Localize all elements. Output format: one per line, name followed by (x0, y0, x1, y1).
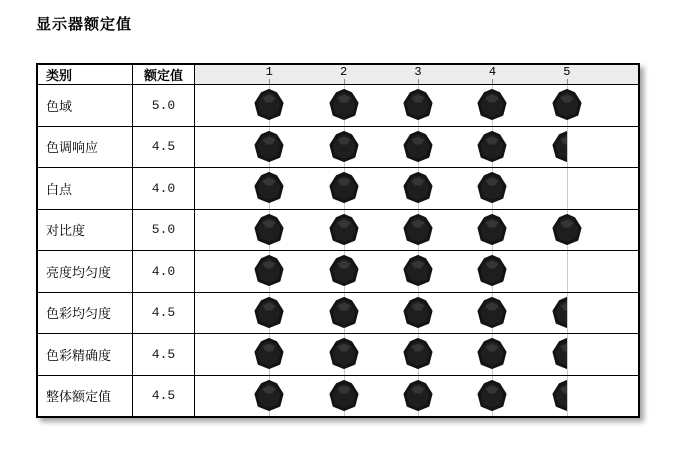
gem-shape (251, 296, 287, 330)
header-category: 类别 (38, 65, 133, 84)
gem-shape (326, 171, 362, 205)
rating-step (381, 85, 455, 126)
rating-step (232, 293, 306, 334)
gem-shape (326, 296, 362, 330)
category-label: 色域 (38, 85, 133, 126)
rating-step (455, 85, 529, 126)
rating-value: 4.0 (133, 168, 195, 209)
rating-step (232, 85, 306, 126)
gem-shape (326, 213, 362, 247)
gem-shape (400, 254, 436, 288)
scale-tick (418, 79, 419, 84)
gem-icon (326, 171, 362, 205)
gem-icon (326, 379, 362, 413)
gem-icon (326, 254, 362, 288)
rating-step (530, 293, 604, 334)
rating-scale-cell (195, 168, 638, 209)
gem-shape (326, 337, 362, 371)
rating-step (232, 376, 306, 417)
gem-icon (251, 171, 287, 205)
rating-step (232, 251, 306, 292)
rating-step (232, 168, 306, 209)
gem-shape (474, 337, 510, 371)
scale-tick (567, 79, 568, 84)
gem-shape (326, 88, 362, 122)
gem-shape (474, 171, 510, 205)
gem-shape (474, 254, 510, 288)
category-label: 对比度 (38, 210, 133, 251)
category-label: 色彩均匀度 (38, 293, 133, 334)
rating-value: 4.5 (133, 376, 195, 417)
scale-step (381, 65, 455, 84)
table-row (38, 293, 638, 335)
table-row (38, 210, 638, 252)
gem-shape (251, 171, 287, 205)
gem-shape (549, 88, 585, 122)
scale-tick (344, 79, 345, 84)
rating-step (455, 376, 529, 417)
gem-icon (251, 130, 287, 164)
category-label: 亮度均匀度 (38, 251, 133, 292)
gem-shape (474, 213, 510, 247)
gem-shape (549, 296, 567, 330)
category-label: 整体额定值 (38, 376, 133, 417)
gem-icon (400, 88, 436, 122)
rating-step (306, 210, 380, 251)
rating-value: 4.0 (133, 251, 195, 292)
scale-label: 1 (265, 65, 273, 79)
gem-icon (474, 337, 510, 371)
rating-step (232, 334, 306, 375)
gem-icon (251, 213, 287, 247)
gem-icon (549, 213, 585, 247)
category-label: 色彩精确度 (38, 334, 133, 375)
gem-shape (549, 337, 567, 371)
gem-shape (474, 296, 510, 330)
gem-icon (474, 296, 510, 330)
guide-line (567, 127, 568, 168)
table-row (38, 168, 638, 210)
gem-icon (474, 254, 510, 288)
gem-half-icon (549, 337, 567, 371)
scale-label: 3 (414, 65, 422, 79)
gem-icon (400, 213, 436, 247)
table-row (38, 251, 638, 293)
gem-shape (474, 130, 510, 164)
gem-icon (474, 130, 510, 164)
category-label: 色调响应 (38, 127, 133, 168)
gem-icon (400, 337, 436, 371)
gem-shape (474, 88, 510, 122)
rating-value: 5.0 (133, 210, 195, 251)
rating-step (530, 168, 604, 209)
gem-shape (251, 337, 287, 371)
scale-label: 5 (563, 65, 571, 79)
rating-step (381, 168, 455, 209)
guide-line (567, 251, 568, 292)
gem-icon (326, 130, 362, 164)
gem-half-icon (549, 379, 567, 413)
rating-value: 4.5 (133, 127, 195, 168)
page-title: 显示器额定值 (36, 15, 133, 33)
rating-value: 4.5 (133, 334, 195, 375)
category-label: 白点 (38, 168, 133, 209)
gem-shape (400, 88, 436, 122)
rating-step (306, 85, 380, 126)
rating-step (530, 127, 604, 168)
rating-step (455, 293, 529, 334)
scale-label: 4 (488, 65, 497, 79)
gem-shape (549, 213, 585, 247)
rating-step (455, 168, 529, 209)
gem-icon (251, 88, 287, 122)
gem-shape (326, 130, 362, 164)
rating-step (381, 376, 455, 417)
rating-step (306, 127, 380, 168)
rating-step (530, 85, 604, 126)
gem-icon (326, 337, 362, 371)
table-header-row (38, 65, 638, 85)
scale-step (455, 65, 529, 84)
gem-icon (474, 171, 510, 205)
scale-header (195, 65, 638, 84)
header-rating: 额定值 (133, 65, 195, 84)
gem-icon (400, 171, 436, 205)
gem-icon (474, 379, 510, 413)
gem-shape (251, 379, 287, 413)
table-row (38, 127, 638, 169)
ratings-table (36, 63, 640, 418)
rating-step (381, 334, 455, 375)
gem-shape (400, 130, 436, 164)
gem-shape (400, 337, 436, 371)
gem-shape (549, 130, 567, 164)
scale-step (306, 65, 380, 84)
table-row (38, 85, 638, 127)
guide-line (567, 334, 568, 375)
gem-half-icon (549, 130, 567, 164)
rating-scale-cell (195, 85, 638, 126)
scale-label: 2 (340, 65, 348, 79)
guide-line (567, 168, 568, 209)
rating-scale-cell (195, 210, 638, 251)
rating-step (455, 334, 529, 375)
gem-half-icon (549, 296, 567, 330)
gem-icon (251, 337, 287, 371)
rating-step (455, 210, 529, 251)
gem-shape (251, 130, 287, 164)
guide-line (567, 376, 568, 417)
rating-step (306, 293, 380, 334)
rating-step (306, 168, 380, 209)
rating-scale-cell (195, 251, 638, 292)
rating-scale-cell (195, 334, 638, 375)
rating-step (232, 210, 306, 251)
rating-step (306, 376, 380, 417)
rating-step (232, 127, 306, 168)
rating-scale-cell (195, 127, 638, 168)
rating-step (381, 293, 455, 334)
rating-step (455, 251, 529, 292)
gem-icon (474, 88, 510, 122)
gem-icon (251, 296, 287, 330)
gem-shape (549, 379, 567, 413)
scale-tick (492, 79, 493, 84)
gem-icon (326, 213, 362, 247)
gem-icon (549, 88, 585, 122)
rating-step (306, 334, 380, 375)
rating-step (381, 251, 455, 292)
gem-shape (251, 88, 287, 122)
rating-step (530, 376, 604, 417)
gem-icon (251, 254, 287, 288)
table-row (38, 376, 638, 417)
scale-step (232, 65, 306, 84)
gem-icon (400, 130, 436, 164)
gem-icon (326, 88, 362, 122)
rating-value: 4.5 (133, 293, 195, 334)
gem-icon (326, 296, 362, 330)
gem-shape (400, 379, 436, 413)
rating-step (306, 251, 380, 292)
rating-step (381, 210, 455, 251)
gem-icon (474, 213, 510, 247)
gem-shape (400, 213, 436, 247)
rating-value: 5.0 (133, 85, 195, 126)
rating-step (530, 334, 604, 375)
gem-icon (251, 379, 287, 413)
guide-line (567, 293, 568, 334)
gem-shape (474, 379, 510, 413)
gem-shape (251, 254, 287, 288)
rating-step (530, 251, 604, 292)
scale-tick (269, 79, 270, 84)
table-row (38, 334, 638, 376)
rating-step (455, 127, 529, 168)
gem-shape (326, 254, 362, 288)
gem-shape (326, 379, 362, 413)
gem-shape (251, 213, 287, 247)
rating-step (530, 210, 604, 251)
gem-icon (400, 379, 436, 413)
scale-step (530, 65, 604, 84)
rating-step (381, 127, 455, 168)
gem-icon (400, 296, 436, 330)
rating-scale-cell (195, 376, 638, 417)
gem-shape (400, 171, 436, 205)
gem-shape (400, 296, 436, 330)
rating-scale-cell (195, 293, 638, 334)
gem-icon (400, 254, 436, 288)
